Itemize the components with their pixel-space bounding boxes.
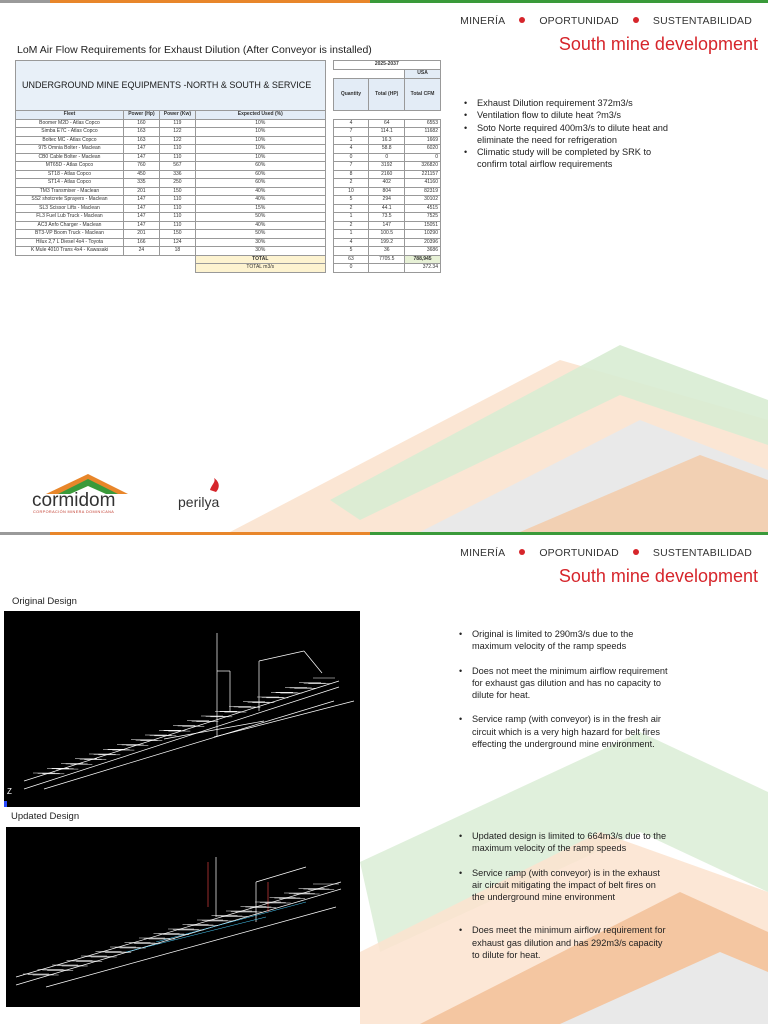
table-row [16, 162, 441, 171]
cell-power-hp: 160 [123, 119, 159, 128]
cell-power-kw: 110 [159, 196, 195, 205]
cell-total-cfm: 4515 [405, 204, 441, 213]
cell-power-hp: 201 [123, 187, 159, 196]
cell-quantity: 8 [333, 170, 369, 179]
table-row [16, 128, 441, 137]
updated-design-bullets [458, 830, 670, 961]
slide-design-comparison [0, 532, 768, 1024]
cell-total-cfm: 15051 [405, 221, 441, 230]
bullet-item: • Service ramp (with conveyor) is in the fresh air circuit which is a very high hazard for belt fires effecting the underground mine environment. [458, 713, 668, 750]
bullet-item: • Climatic study will be completed by SRK to confirm total airflow requirements [463, 146, 673, 171]
cell-total-hp: 58.8 [369, 145, 405, 154]
cell-total-cfm: 6553 [405, 119, 441, 128]
cell-total-hp: 64 [369, 119, 405, 128]
cell-fleet: BT3-VP Boom Truck - Maclean [16, 230, 124, 239]
cell-total-hp: 16.3 [369, 136, 405, 145]
cell-power-hp: 760 [123, 162, 159, 171]
cell-power-kw: 336 [159, 170, 195, 179]
cell-total-hp: 294 [369, 196, 405, 205]
table-title: UNDERGROUND MINE EQUIPMENTS -NORTH & SOUTH & SERVICE [16, 61, 326, 111]
cell-fleet: SS2 shotcrete Sprayers - Maclean [16, 196, 124, 205]
cell-power-hp: 166 [123, 238, 159, 247]
original-design-bullets [458, 628, 668, 750]
cell-fleet: K Mule 4010 Trans 4x4 - Kawasaki [16, 247, 124, 256]
bullet-item: • Updated design is limited to 664m3/s due to the maximum velocity of the ramp speeds [458, 830, 670, 855]
total-m3s-quantity: 0 [333, 264, 369, 273]
cell-expected-used: 10% [195, 128, 325, 137]
th-power-hp: Power (Hp) [123, 111, 159, 120]
table-row [16, 238, 441, 247]
cell-power-kw: 110 [159, 221, 195, 230]
cell-quantity: 4 [333, 238, 369, 247]
cell-total-hp: 3192 [369, 162, 405, 171]
cell-expected-used: 10% [195, 153, 325, 162]
total-m3s-value: 372.34 [405, 264, 441, 273]
cell-quantity: 0 [333, 153, 369, 162]
cell-power-kw: 150 [159, 187, 195, 196]
table-total-label: TOTAL [195, 255, 325, 264]
cell-total-cfm: 41160 [405, 179, 441, 188]
cell-fleet: ST18 - Atlas Copco [16, 170, 124, 179]
top-color-bar [0, 532, 768, 538]
cell-total-hp: 804 [369, 187, 405, 196]
table-row [16, 119, 441, 128]
cell-expected-used: 10% [195, 145, 325, 154]
cell-total-cfm: 11682 [405, 128, 441, 137]
red-dot-icon [633, 17, 639, 23]
total-m3s-hp [369, 264, 405, 273]
bullet-item: • Exhaust Dilution requirement 372m3/s [463, 97, 673, 109]
cell-fleet: Boltec MC - Atlas Copco [16, 136, 124, 145]
tagline-oportunidad: OPORTUNIDAD [539, 15, 619, 27]
cell-quantity: 7 [333, 162, 369, 171]
cell-total-hp: 2160 [369, 170, 405, 179]
cell-power-kw: 122 [159, 128, 195, 137]
cell-fleet: MT65D - Atlas Copco [16, 162, 124, 171]
cell-total-cfm: 1669 [405, 136, 441, 145]
cell-power-hp: 147 [123, 153, 159, 162]
cell-fleet: FL3 Fuel Lub Truck - Maclean [16, 213, 124, 222]
cell-fleet: Boomer M2D - Atlas Copco [16, 119, 124, 128]
cell-power-hp: 147 [123, 145, 159, 154]
cell-quantity: 4 [333, 145, 369, 154]
cell-total-cfm: 326820 [405, 162, 441, 171]
cell-total-hp: 73.5 [369, 213, 405, 222]
cell-power-hp: 147 [123, 196, 159, 205]
cell-total-hp: 36 [369, 247, 405, 256]
cell-total-cfm: 6020 [405, 145, 441, 154]
total-cfm: 788,945 [405, 255, 441, 264]
cell-expected-used: 50% [195, 213, 325, 222]
cell-expected-used: 50% [195, 230, 325, 239]
cell-quantity: 5 [333, 247, 369, 256]
cell-quantity: 4 [333, 119, 369, 128]
cormidom-logo [28, 470, 138, 523]
updated-design-cad-view [6, 827, 360, 1007]
cell-power-kw: 110 [159, 204, 195, 213]
section-title: South mine development [558, 34, 758, 54]
cell-total-cfm: 7525 [405, 213, 441, 222]
bullet-item: • Ventilation flow to dilute heat ?m3/s [463, 109, 673, 121]
cell-quantity: 1 [333, 230, 369, 239]
perilya-wordmark: perilya [178, 494, 220, 510]
cell-expected-used: 40% [195, 187, 325, 196]
cell-total-hp: 199.2 [369, 238, 405, 247]
th-expected-used: Expected Used (%) [195, 111, 325, 120]
cell-total-hp: 147 [369, 221, 405, 230]
cell-power-kw: 18 [159, 247, 195, 256]
table-row [16, 179, 441, 188]
cell-quantity: 2 [333, 221, 369, 230]
cell-quantity: 10 [333, 187, 369, 196]
cell-quantity: 2 [333, 204, 369, 213]
cell-power-kw: 110 [159, 145, 195, 154]
th-fleet: Fleet [16, 111, 124, 120]
table-row [16, 187, 441, 196]
cell-fleet: 975 Omnia Bolter - Maclean [16, 145, 124, 154]
bullet-item: • Service ramp (with conveyor) is in the exhaust air circuit mitigating the impact of belt fires on the underground mine environment [458, 867, 670, 904]
axis-z-label: Z [7, 787, 12, 796]
cell-quantity: 5 [333, 196, 369, 205]
bullet-item: • Does not meet the minimum airflow requirement for exhaust gas dilution and has no capacity to dilute for heat. [458, 665, 668, 702]
equipment-table-wrapper [15, 60, 441, 273]
table-row [16, 153, 441, 162]
cell-power-kw: 124 [159, 238, 195, 247]
total-hp: 7705.5 [369, 255, 405, 264]
cell-fleet: SL3 Scissor Lifts - Maclean [16, 204, 124, 213]
top-color-bar [0, 0, 768, 6]
original-ramp-wireframe [4, 611, 360, 807]
cell-expected-used: 10% [195, 136, 325, 145]
table-period: 2025-2037 [333, 61, 440, 70]
tagline-mineria: MINERÍA [460, 15, 506, 27]
cell-quantity: 7 [333, 128, 369, 137]
cell-power-hp: 24 [123, 247, 159, 256]
cell-power-hp: 163 [123, 128, 159, 137]
header-tagline [454, 547, 758, 559]
cormidom-wordmark: cormidom [32, 490, 116, 511]
th-total-cfm: Total CFM [405, 79, 441, 111]
cell-total-hp: 114.1 [369, 128, 405, 137]
cell-expected-used: 40% [195, 221, 325, 230]
tagline-sustentabilidad: SUSTENTABILIDAD [652, 15, 752, 27]
cell-expected-used: 60% [195, 179, 325, 188]
cell-power-kw: 119 [159, 119, 195, 128]
cell-total-cfm: 20396 [405, 238, 441, 247]
cell-total-hp: 0 [369, 153, 405, 162]
cell-total-hp: 44.1 [369, 204, 405, 213]
bullet-item: • Soto Norte required 400m3/s to dilute heat and eliminate the need for refrigeration [463, 122, 673, 147]
table-row [16, 136, 441, 145]
airflow-bullet-list [463, 97, 673, 171]
bullet-item: • Original is limited to 290m3/s due to the maximum velocity of the ramp speeds [458, 628, 668, 653]
section-title: South mine development [558, 566, 758, 586]
equipment-table [15, 60, 441, 273]
cell-quantity: 2 [333, 179, 369, 188]
cell-power-hp: 201 [123, 230, 159, 239]
cell-expected-used: 15% [195, 204, 325, 213]
cell-fleet: CB0 Cable Bolter - Maclean [16, 153, 124, 162]
cell-expected-used: 60% [195, 162, 325, 171]
cormidom-tagline: CORPORACIÓN MINERA DOMINICANA [33, 510, 115, 514]
slide-subtitle: LoM Air Flow Requirements for Exhaust Dilution (After Conveyor is installed) [17, 44, 372, 56]
table-row [16, 204, 441, 213]
cell-power-kw: 110 [159, 153, 195, 162]
cell-fleet: Simba E7C - Atlas Copco [16, 128, 124, 137]
cell-quantity: 1 [333, 213, 369, 222]
cell-total-cfm: 0 [405, 153, 441, 162]
table-row [16, 213, 441, 222]
table-row [16, 230, 441, 239]
cell-power-hp: 450 [123, 170, 159, 179]
cell-expected-used: 40% [195, 196, 325, 205]
cell-fleet: AC3 Anfo Charger - Maclean [16, 221, 124, 230]
th-total-hp: Total (HP) [369, 79, 405, 111]
th-quantity: Quantity [333, 79, 369, 111]
total-quantity: 63 [333, 255, 369, 264]
cell-total-cfm: 3686 [405, 247, 441, 256]
header-tagline [454, 15, 758, 27]
red-dot-icon [519, 549, 525, 555]
table-row [16, 145, 441, 154]
cell-total-cfm: 10290 [405, 230, 441, 239]
cell-power-kw: 110 [159, 213, 195, 222]
cell-power-kw: 122 [159, 136, 195, 145]
table-row [16, 196, 441, 205]
cell-expected-used: 30% [195, 238, 325, 247]
cell-total-cfm: 82319 [405, 187, 441, 196]
cell-power-hp: 163 [123, 136, 159, 145]
table-row [16, 247, 441, 256]
table-total-m3s-label: TOTAL m3/s [195, 264, 325, 273]
cell-fleet: Hilux 2,7 L Diesel 4x4 - Toyota [16, 238, 124, 247]
equipment-table-body [16, 119, 441, 255]
cell-total-hp: 100.5 [369, 230, 405, 239]
cell-power-kw: 150 [159, 230, 195, 239]
table-usa: USA [405, 70, 441, 79]
updated-ramp-wireframe [6, 827, 360, 1007]
cell-power-hp: 147 [123, 204, 159, 213]
cell-power-kw: 567 [159, 162, 195, 171]
table-row [16, 221, 441, 230]
cell-fleet: ST14 - Atlas Copco [16, 179, 124, 188]
tagline-oportunidad: OPORTUNIDAD [539, 547, 619, 559]
red-dot-icon [633, 549, 639, 555]
cell-power-hp: 147 [123, 213, 159, 222]
tagline-sustentabilidad: SUSTENTABILIDAD [652, 547, 752, 559]
cell-power-kw: 250 [159, 179, 195, 188]
original-design-label: Original Design [12, 596, 77, 607]
table-row [16, 170, 441, 179]
cell-total-cfm: 221157 [405, 170, 441, 179]
tagline-mineria: MINERÍA [460, 547, 506, 559]
cell-expected-used: 60% [195, 170, 325, 179]
cell-fleet: TM3 Transmixer - Maclean [16, 187, 124, 196]
red-dot-icon [519, 17, 525, 23]
updated-design-label: Updated Design [11, 811, 80, 822]
th-power-kw: Power (Kw) [159, 111, 195, 120]
cell-total-cfm: 30102 [405, 196, 441, 205]
cell-total-hp: 402 [369, 179, 405, 188]
cell-power-hp: 335 [123, 179, 159, 188]
cell-expected-used: 30% [195, 247, 325, 256]
cell-quantity: 1 [333, 136, 369, 145]
cell-expected-used: 10% [195, 119, 325, 128]
cell-power-hp: 147 [123, 221, 159, 230]
bullet-item: • Does meet the minimum airflow requirement for exhaust gas dilution and has 292m3/s capacity to dilute for heat. [458, 924, 670, 961]
original-design-cad-view [4, 611, 360, 807]
